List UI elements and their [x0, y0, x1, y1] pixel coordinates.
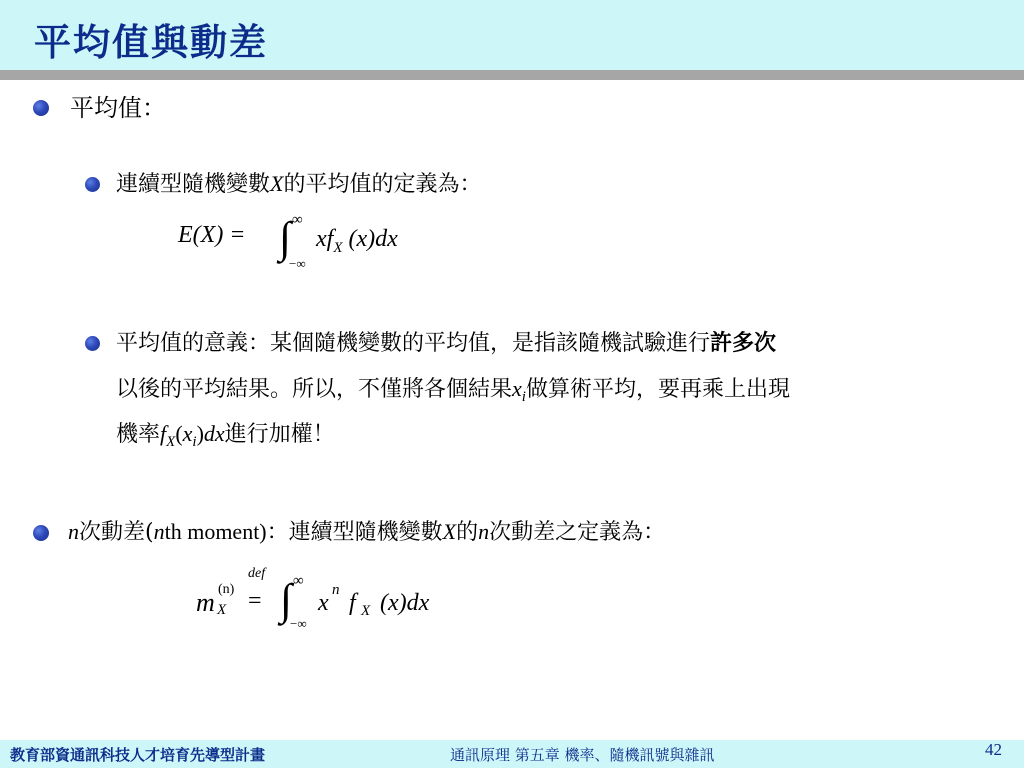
moment-t5: 次動差之定義為： — [489, 520, 666, 545]
bullet-icon — [33, 525, 49, 541]
meaning-line-1 — [116, 329, 776, 358]
meaning-line3-fsub: X — [166, 434, 176, 450]
meaning-line2-text: 以後的平均結果。所以，不僅將各個結果 — [116, 377, 513, 402]
header-rule — [0, 70, 1024, 80]
moment-n2: n — [153, 519, 165, 544]
moment-n1: n — [68, 519, 79, 544]
meaning-line3-x: x — [182, 421, 193, 446]
mean-formula-fsub: X — [333, 240, 343, 256]
integral-sign-icon: ∫ — [279, 213, 292, 262]
mean-formula-rhs — [316, 226, 398, 256]
bullet-icon — [85, 177, 100, 192]
mean-formula-x: x — [316, 226, 327, 252]
meaning-line3-dx: dx — [203, 421, 225, 446]
footer-program: 教育部資通訊科技人才培育先導型計畫 — [10, 746, 266, 764]
mean-def-pre: 連續型隨機變數 — [116, 172, 271, 197]
footer-bar — [0, 740, 1024, 768]
meaning-line2-post: 做算術平均，要再乘上出現 — [525, 377, 790, 402]
mean-formula-f: f — [326, 226, 334, 252]
mean-formula — [178, 222, 246, 249]
meaning-line3-close: ) — [196, 421, 204, 446]
moment-t1: 次動差( — [79, 520, 154, 545]
mean-definition — [116, 170, 481, 199]
meaning-line2-var: x — [512, 376, 522, 401]
meaning-line3-post: 進行加權！ — [224, 422, 335, 447]
mean-formula-upper: ∞ — [292, 212, 303, 228]
moment-formula-arg: (x)dx — [380, 590, 430, 616]
meaning-line3-open: ( — [175, 421, 183, 446]
meaning-line1-bold: 許多次 — [710, 330, 777, 356]
moment-formula-upper: ∞ — [293, 573, 304, 589]
meaning-line2-sub: i — [521, 389, 526, 405]
slide-title: 平均值與動差 — [34, 21, 268, 64]
meaning-line-2 — [116, 375, 790, 406]
mean-formula-lower: −∞ — [289, 256, 306, 271]
mean-formula-arg: (x)dx — [348, 226, 398, 252]
footer-course: 通訊原理 第五章 機率、隨機訊號與雜訊 — [450, 746, 715, 764]
page-number: 42 — [985, 740, 1002, 759]
moment-formula-fsub: X — [361, 603, 371, 619]
moment-t2: th moment) — [164, 519, 267, 544]
mean-def-var: X — [270, 171, 284, 196]
mean-heading: 平均值： — [70, 94, 166, 122]
moment-formula-msup: (n) — [218, 582, 235, 597]
meaning-line-3 — [116, 420, 335, 451]
moment-formula-eq: = — [248, 588, 262, 614]
moment-formula-f: f — [349, 590, 356, 616]
meaning-line3-pre: 機率 — [116, 422, 161, 447]
meaning-line1-text: 平均值的意義：某個隨機變數的平均值，是指該隨機試驗進行 — [116, 331, 711, 356]
moment-heading — [68, 518, 665, 547]
moment-t3: ：連續型隨機變數 — [266, 520, 443, 545]
meaning-line3-xsub: i — [192, 434, 197, 450]
header-band — [0, 0, 1024, 70]
moment-t4: 的 — [456, 520, 479, 545]
moment-var: X — [442, 519, 457, 544]
mean-def-post: 的平均值的定義為： — [283, 172, 482, 197]
bullet-icon — [85, 336, 100, 351]
moment-formula-xsup: n — [332, 582, 340, 598]
moment-formula-m: m — [196, 588, 215, 617]
bullet-icon — [33, 100, 49, 116]
moment-formula-def: def — [248, 566, 266, 581]
moment-n3: n — [478, 519, 490, 544]
moment-formula-lower: −∞ — [290, 616, 307, 631]
moment-formula-msub: X — [217, 602, 227, 618]
moment-formula-x: x — [318, 590, 329, 616]
integral-sign-icon: ∫ — [280, 575, 293, 624]
meaning-line3-f: f — [160, 421, 167, 446]
mean-formula-lhs: E(X) = — [178, 222, 246, 248]
